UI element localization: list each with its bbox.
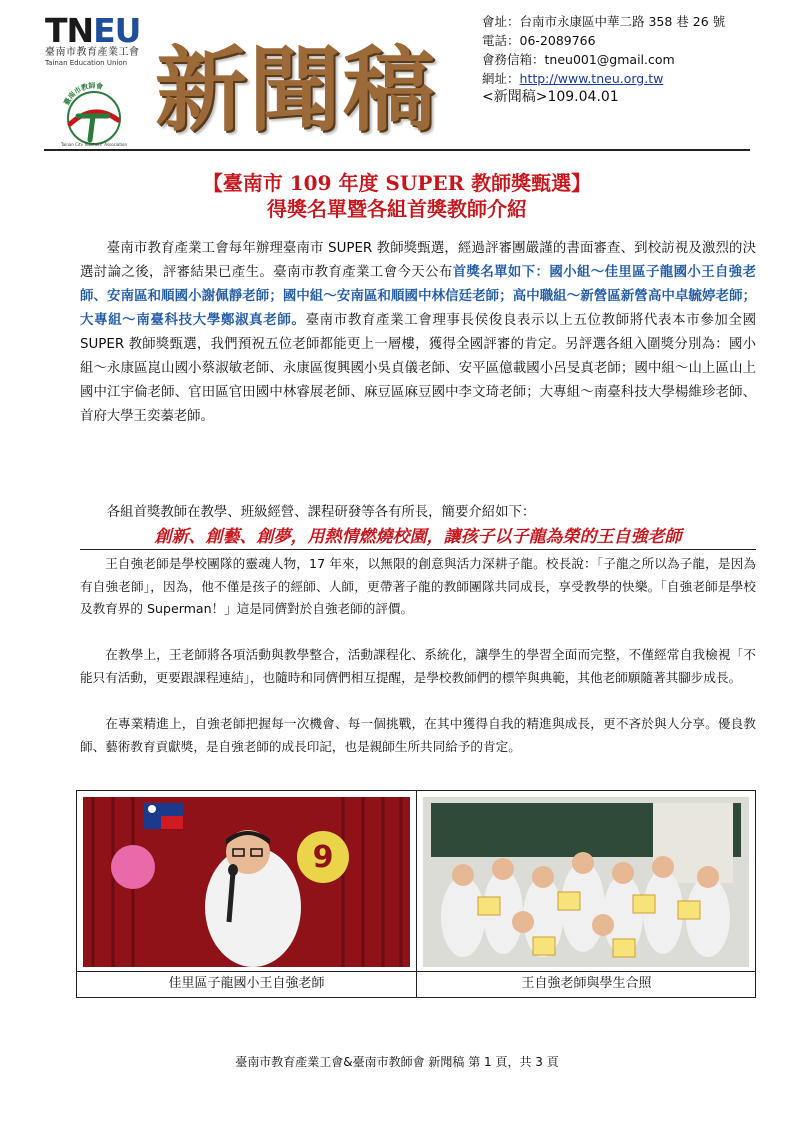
headline-line-1: 【臺南市 109 年度 SUPER 教師獎甄選】 xyxy=(202,171,592,195)
union-name-en: Tainan Education Union xyxy=(45,59,128,67)
caption-divider xyxy=(77,971,755,972)
photo-table-divider xyxy=(416,791,417,997)
contact-address: 會址：台南市永康區中華二路 358 巷 26 號 xyxy=(482,14,726,29)
contact-block xyxy=(482,12,790,107)
website-link[interactable]: http://www.tneu.org.tw xyxy=(519,71,664,86)
tneu-logo-mark: TNEU xyxy=(45,11,141,50)
profile-paragraph-3: 在專業精進上，自強老師把握每一次機會、每一個挑戰，在其中獲得自我的精進與成長，更不吝於與人分享。優良教師、藝術教育貢獻獎，是自強老師的成長印記，也是親師生所共同給予的肯定。 xyxy=(80,716,756,754)
intro-summary: 各組首獎教師在教學、班級經營、課程研發等各有所長，簡要介紹如下： xyxy=(106,505,536,520)
svg-text:Tainan City Teachers' Associat: Tainan City Teachers' Association xyxy=(61,142,127,146)
contact-website: 網址：http://www.tneu.org.tw xyxy=(482,71,664,86)
winners-list: 首獎名單如下：國小組～佳里區子龍國小王自強老師、安南區和順國小謝佩靜老師；國中組～安南區和順國中林信廷老師；高中職組～新營區新營高中卓毓婷老師；大專組～南臺科技大學鄭淑真老師。 xyxy=(80,265,756,328)
right-photo-caption: 王自強老師與學生合照 xyxy=(521,976,652,991)
profile-paragraph-1: 王自強老師是學校團隊的靈魂人物，17 年來，以無限的創意與活力深耕子龍。校長說：「子龍之所以為子龍，是因為有自強老師」，因為，他不僅是孩子的經師、人師，更帶著子龍的教師團隊共同成長，享受教學的快樂。「自強老師是學校及教育界的 Superman！」這是同儕對於自強老師的評價。 xyxy=(80,556,756,616)
left-photo-caption: 佳里區子龍國小王自強老師 xyxy=(168,976,325,991)
teachers-association-emblem xyxy=(48,80,140,146)
class-group-photo xyxy=(423,797,749,967)
headline-line-2: 得獎名單暨各組首獎教師介紹 xyxy=(267,197,527,221)
profile-paragraph-2: 在教學上，王老師將各項活動與教學整合，活動課程化、系統化，讓學生的學習全面而完整，不僅經常自我檢視「不能只有活動，更要跟課程連結」，也隨時和同儕們相互提醒，是學校教師們的標竿與典範，其他老師願隨著其腳步成長。 xyxy=(80,647,756,685)
union-name-cn: 臺南市教育產業工會 xyxy=(45,47,140,58)
contact-email: 會務信箱：tneu001@gmail.com xyxy=(482,52,675,67)
tneu-logo xyxy=(45,11,145,68)
teacher-photo xyxy=(83,797,410,967)
photo-table xyxy=(76,790,756,998)
svg-text:9: 9 xyxy=(312,840,334,875)
svg-text:臺南市教師會: 臺南市教師會 xyxy=(62,81,104,107)
section-subheading: 創新、創藝、創夢，用熱情燃燒校園，讓孩子以子龍為榮的王自強老師 xyxy=(80,525,756,550)
masthead-title: 新聞稿 xyxy=(155,36,438,144)
intro-paragraph: 臺南市教育產業工會每年辦理臺南市 SUPER 教師獎甄選，經過評審團嚴謹的書面審查、到校訪視及激烈的決選討論之後，評審結果已產生。臺南市教育產業工會今天公布首獎名單如下：國小組～佳里區子龍國小王自強老師、安南區和順國小謝佩靜老師；國中組～安南區和順國中林信廷老師；高中職組～新營區新營高中卓毓婷老師；大專組～南臺科技大學鄭淑真老師。臺南市教育產業工會理事長侯俊良表示以上五位教師將代表本市參加全國 SUPER 教師獎甄選，我們預祝五位老師都能更上一層樓，獲得全國評審的肯定。另評選各組入圍獎分別為：國小組～永康區崑山國小蔡淑敏老師、永康區復興國小吳貞儀老師、安平區億載國小呂旻真老師；國中組～山上區山上國中江宇倫老師、官田區官田國中林睿展老師、麻豆區麻豆國中李文琦老師；大專組～南臺科技大學楊維珍老師、首府大學王奕蓁老師。 xyxy=(80,241,757,424)
header-divider xyxy=(44,149,750,151)
contact-phone: 電話：06-2089766 xyxy=(482,33,596,48)
press-release-date: <新聞稿>109.04.01 xyxy=(482,89,619,105)
page-footer: 臺南市教育產業工會&臺南市教師會 新聞稿 第 1 頁，共 3 頁 xyxy=(235,1055,559,1069)
email-link[interactable]: tneu001@gmail.com xyxy=(544,52,675,67)
